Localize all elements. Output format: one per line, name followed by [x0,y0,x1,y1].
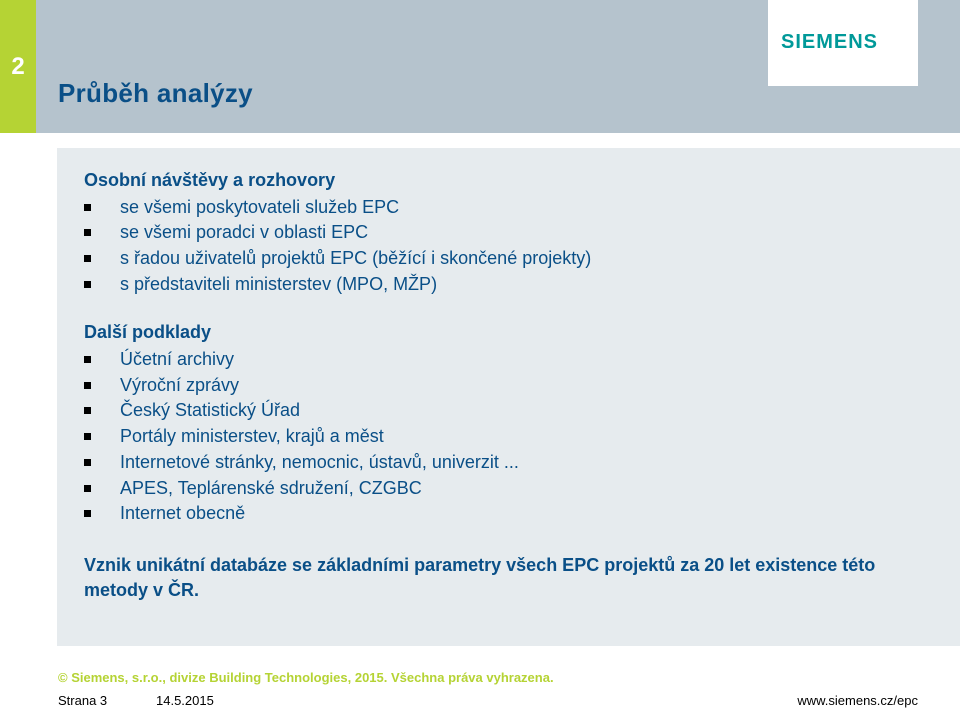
list-item [84,373,239,397]
list-item-text: APES, Teplárenské sdružení, CZGBC [120,477,422,498]
bullet-square-icon [84,356,91,363]
list-item-text: se všemi poskytovateli služeb EPC [120,196,400,217]
section-heading-visits: Osobní návštěvy a rozhovory [84,170,336,190]
list-item [84,398,300,422]
list-item-text: Český Statistický Úřad [120,399,301,420]
copyright-notice: © Siemens, s.r.o., divize Building Technologies, 2015. Všechna práva vyhrazena. [58,670,554,685]
list-item-text: Internet obecně [120,502,246,523]
bullet-square-icon [84,382,91,389]
bullet-square-icon [84,255,91,262]
bullet-square-icon [84,281,91,288]
bullet-square-icon [84,510,91,517]
siemens-logo [768,0,918,84]
list-item [84,272,437,296]
logo-underline [768,84,918,86]
list-item-text: s představiteli ministerstev (MPO, MŽP) [120,273,438,294]
slide-date: 14.5.2015 [156,693,214,708]
section-heading-sources: Další podklady [84,322,212,342]
list-item [84,476,422,500]
list-item-text: Portály ministerstev, krajů a měst [120,425,384,446]
list-item [84,195,399,219]
section-number-badge: 2 [0,0,36,133]
page-number: Strana 3 [58,693,108,708]
bullet-square-icon [84,204,91,211]
list-item [84,347,234,371]
list-item-text: se všemi poradci v oblasti EPC [120,221,369,242]
list-item [84,501,245,525]
list-item-text: Internetové stránky, nemocnic, ústavů, univerzit ... [120,451,519,472]
list-item [84,424,384,448]
bullet-square-icon [84,485,91,492]
footer-divider [0,646,960,647]
bullet-square-icon [84,407,91,414]
bullet-square-icon [84,433,91,440]
logo-text: SIEMENS [781,31,879,53]
conclusion-text: Vznik unikátní databáze se základními parametry všech EPC projektů za 20 let existence této metody v ČR. [84,555,876,600]
list-item-text: Účetní archivy [120,348,235,369]
page-title: Průběh analýzy [58,78,253,108]
list-item [84,450,519,474]
bullet-square-icon [84,459,91,466]
list-item-text: s řadou uživatelů projektů EPC (běžící i skončené projekty) [120,247,592,268]
website-link[interactable]: www.siemens.cz/epc [797,693,918,708]
list-item [84,246,591,270]
list-item [84,220,368,244]
list-item-text: Výroční zprávy [120,374,240,395]
bullet-square-icon [84,229,91,236]
